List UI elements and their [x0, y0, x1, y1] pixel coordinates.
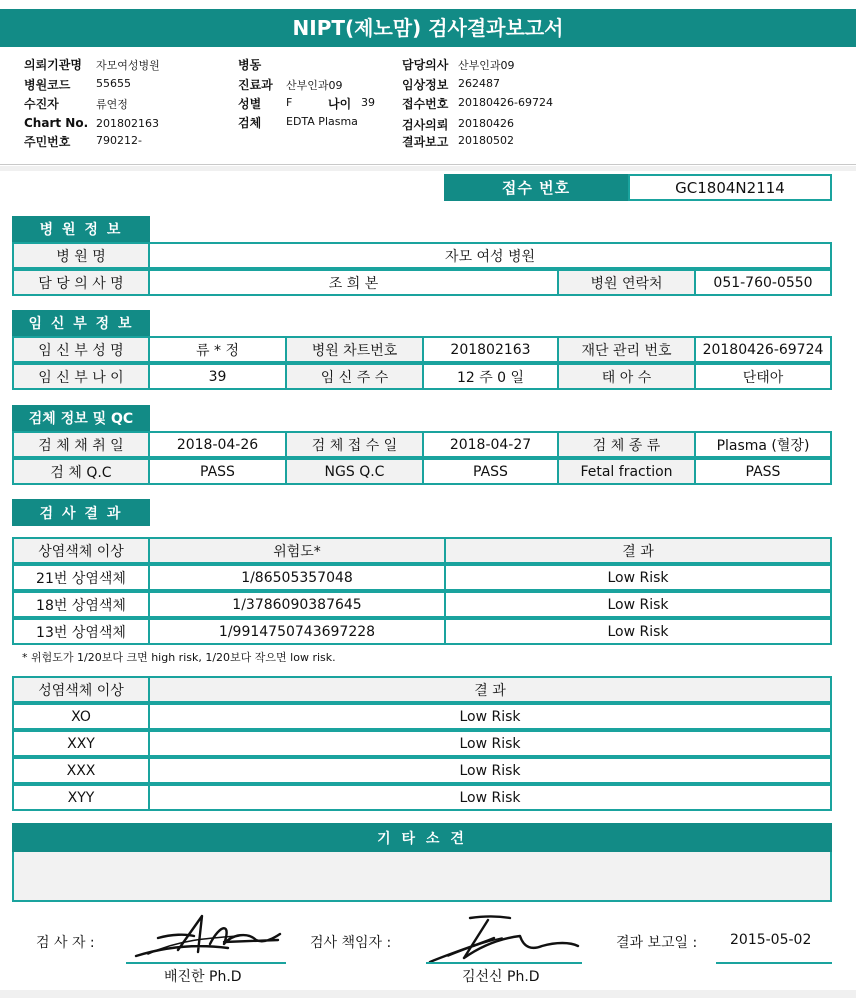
sex-row-name: XYY: [12, 784, 150, 811]
info-value: 262487: [458, 77, 500, 90]
results-section-title: 검 사 결 과: [12, 499, 150, 526]
gestational-weeks-value: 12 주 0 일: [422, 363, 559, 390]
sex-row-result: Low Risk: [148, 703, 832, 730]
receipt-value: GC1804N2114: [628, 174, 832, 201]
info-value: 산부인과09: [286, 79, 343, 92]
fetus-count-label: 태 아 수: [557, 363, 696, 390]
sex-row-name: XO: [12, 703, 150, 730]
info-label-age: 나이: [328, 97, 352, 111]
info-label: 담당의사: [402, 58, 449, 72]
hospital-section-title: 병 원 정 보: [12, 216, 150, 242]
other-findings-title: 기 타 소 견: [12, 823, 832, 852]
separator-band: [0, 166, 856, 171]
info-label: 진료과: [238, 78, 273, 92]
autosomal-header-name: 상염색체 이상: [12, 537, 150, 564]
receipt-label: 접수 번호: [444, 174, 628, 201]
autosomal-row-name: 13번 상염색체: [12, 618, 150, 645]
autosomal-row-risk: 1/9914750743697228: [148, 618, 446, 645]
autosomal-row-risk: 1/3786090387645: [148, 591, 446, 618]
info-label: 검사의뢰: [402, 118, 449, 132]
examiner-signature-line: [126, 962, 286, 964]
info-label: 결과보고: [402, 135, 449, 149]
foundation-number-label: 재단 관리 번호: [557, 336, 696, 363]
receive-date-label: 검 체 접 수 일: [285, 431, 424, 458]
pregnant-age-value: 39: [148, 363, 287, 390]
hospital-contact-value: 051-760-0550: [694, 269, 832, 296]
receive-date-value: 2018-04-27: [422, 431, 559, 458]
risk-footnote: * 위험도가 1/20보다 크면 high risk, 1/20보다 작으면 low risk.: [22, 651, 336, 664]
sex-row-name: XXY: [12, 730, 150, 757]
info-value: 20180426-69724: [458, 96, 553, 109]
collect-date-label: 검 체 채 취 일: [12, 431, 150, 458]
report-title: NIPT(제노맘) 검사결과보고서: [0, 9, 856, 47]
specimen-type-label: 검 체 종 류: [557, 431, 696, 458]
sex-row-result: Low Risk: [148, 730, 832, 757]
info-label: 의뢰기관명: [24, 58, 82, 72]
doctor-name-label: 담 당 의 사 명: [12, 269, 150, 296]
ngs-qc-label: NGS Q.C: [285, 458, 424, 485]
info-label: 성별: [238, 97, 262, 111]
fetal-fraction-label: Fetal fraction: [557, 458, 696, 485]
info-label: Chart No.: [24, 116, 89, 130]
report-date-value: 2015-05-02: [730, 932, 812, 948]
info-value: 201802163: [96, 117, 159, 130]
gestational-weeks-label: 임 신 주 수: [285, 363, 424, 390]
fetus-count-value: 단태아: [694, 363, 832, 390]
examiner-signature-icon: [128, 904, 288, 962]
autosomal-header-result: 결 과: [444, 537, 832, 564]
hospital-name-label: 병 원 명: [12, 242, 150, 269]
examiner-name: 배진한 Ph.D: [164, 969, 242, 985]
fetal-fraction-value: PASS: [694, 458, 832, 485]
sex-row-result: Low Risk: [148, 757, 832, 784]
info-value: 산부인과09: [458, 59, 515, 72]
info-label: 주민번호: [24, 135, 71, 149]
info-label: 병원코드: [24, 78, 71, 92]
header-info-panel: [0, 47, 856, 165]
info-value: F: [286, 96, 293, 109]
sex-row-name: XXX: [12, 757, 150, 784]
bottom-band: [0, 990, 856, 998]
report-date-line: [716, 962, 832, 964]
info-value: 류연정: [96, 98, 128, 111]
info-value: 55655: [96, 77, 131, 90]
autosomal-row-result: Low Risk: [444, 564, 832, 591]
doctor-name-value: 조 희 본: [148, 269, 559, 296]
other-findings-content: [12, 852, 832, 902]
examiner-label: 검 사 자 :: [36, 935, 95, 951]
foundation-number-value: 20180426-69724: [694, 336, 832, 363]
collect-date-value: 2018-04-26: [148, 431, 287, 458]
info-label: 병동: [238, 58, 262, 72]
autosomal-row-risk: 1/86505357048: [148, 564, 446, 591]
sex-header-name: 성염색체 이상: [12, 676, 150, 703]
info-label: 수진자: [24, 97, 59, 111]
autosomal-row-result: Low Risk: [444, 618, 832, 645]
specimen-qc-value: PASS: [148, 458, 287, 485]
info-value-age: 39: [361, 96, 375, 109]
autosomal-row-result: Low Risk: [444, 591, 832, 618]
manager-signature-icon: [424, 908, 584, 966]
specimen-type-value: Plasma (혈장): [694, 431, 832, 458]
autosomal-row-name: 18번 상염색체: [12, 591, 150, 618]
chart-number-label: 병원 차트번호: [285, 336, 424, 363]
info-value: 790212-: [96, 134, 142, 147]
info-value: 자모여성병원: [96, 59, 160, 72]
autosomal-header-risk: 위험도*: [148, 537, 446, 564]
info-label: 접수번호: [402, 97, 449, 111]
pregnant-name-value: 류 * 정: [148, 336, 287, 363]
pregnant-age-label: 임 신 부 나 이: [12, 363, 150, 390]
autosomal-row-name: 21번 상염색체: [12, 564, 150, 591]
specimen-qc-label: 검 체 Q.C: [12, 458, 150, 485]
info-label: 임상정보: [402, 78, 449, 92]
sex-row-result: Low Risk: [148, 784, 832, 811]
info-value: 20180502: [458, 134, 514, 147]
manager-signature-line: [426, 962, 582, 964]
info-label: 검체: [238, 116, 262, 130]
ngs-qc-value: PASS: [422, 458, 559, 485]
info-value: EDTA Plasma: [286, 115, 358, 128]
chart-number-value: 201802163: [422, 336, 559, 363]
hospital-name-value: 자모 여성 병원: [148, 242, 832, 269]
pregnant-section-title: 임 신 부 정 보: [12, 310, 150, 336]
info-value: 20180426: [458, 117, 514, 130]
manager-name: 김선신 Ph.D: [462, 969, 540, 985]
manager-label: 검사 책임자 :: [310, 935, 392, 951]
specimen-section-title: 검체 정보 및 QC: [12, 405, 150, 431]
report-date-label: 결과 보고일 :: [616, 935, 698, 951]
sex-header-result: 결 과: [148, 676, 832, 703]
hospital-contact-label: 병원 연락처: [557, 269, 696, 296]
pregnant-name-label: 임 신 부 성 명: [12, 336, 150, 363]
